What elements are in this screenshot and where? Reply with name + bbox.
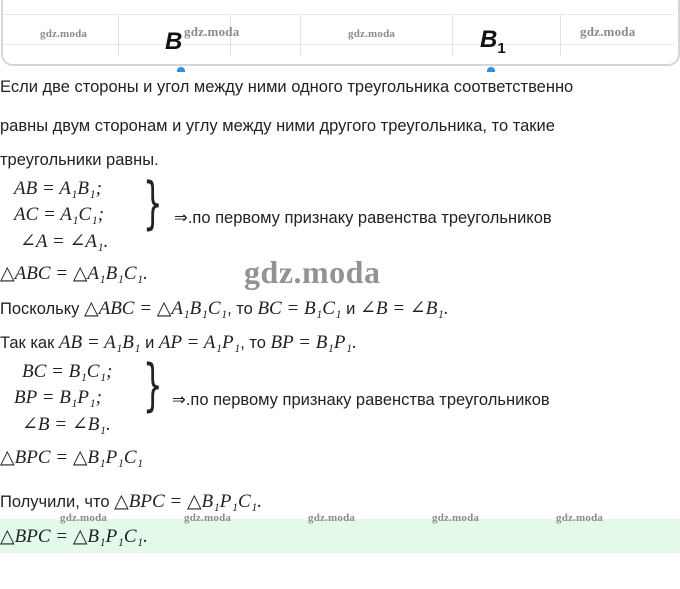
as-mid: , то <box>240 334 266 352</box>
result-2: △BPC = △B₁P₁C₁ <box>0 447 144 468</box>
vertex-label-b: B <box>165 28 183 55</box>
theorem-line-2: равны двум сторонам и углу между ними другого треугольника, то такие <box>0 117 555 135</box>
theorem-line-1: Если две стороны и угол между ними одного треугольника соответственно <box>0 78 574 96</box>
grid-line <box>118 14 119 56</box>
watermark: gdz.moda <box>580 24 636 39</box>
grid-line <box>4 44 674 45</box>
watermark: gdz.moda <box>60 512 108 524</box>
got-equality: △BPC = △B₁P₁C₁. <box>114 491 263 512</box>
since-equality: △ABC = △A₁B₁C₁ <box>83 298 228 319</box>
watermark: gdz.moda <box>432 512 480 524</box>
watermark: gdz.moda <box>308 512 356 524</box>
right-brace: } <box>143 171 163 236</box>
system1-row-3: ∠A = ∠A₁. <box>20 231 109 252</box>
as-equality-2: AP = A₁P₁ <box>158 332 241 353</box>
figure-frame <box>1 0 680 66</box>
since-equality-3: ∠B = ∠B₁. <box>359 298 449 319</box>
conclusion-statement <box>0 490 262 513</box>
watermark: gdz.moda <box>184 24 240 39</box>
got-prefix: Получили, что <box>0 493 110 511</box>
since-statement <box>0 297 449 320</box>
system2-row-1: BC = B₁C₁; <box>22 361 113 382</box>
vertex-label-b1-sub: 1 <box>497 40 506 57</box>
watermark: gdz.moda <box>348 28 396 40</box>
theorem-line-3: треугольники равны. <box>0 151 159 169</box>
system2-conclusion: ⇒.по первому признаку равенства треугольников <box>172 391 550 409</box>
grid-line <box>4 14 674 15</box>
system2-row-2: BP = B₁P₁; <box>14 387 102 408</box>
as-equality-3: BP = B₁P₁. <box>270 332 357 353</box>
vertex-label-b1 <box>480 26 506 57</box>
answer-box <box>0 519 680 553</box>
grid-line <box>560 14 561 56</box>
since-equality-2: BC = B₁C₁ <box>257 298 342 319</box>
watermark: gdz.moda <box>556 512 604 524</box>
since-prefix: Поскольку <box>0 300 80 318</box>
watermark: gdz.moda <box>184 512 232 524</box>
since-and: и <box>346 300 356 318</box>
result-1: △ABC = △A₁B₁C₁. <box>0 263 148 284</box>
system1-row-2: AC = A₁C₁; <box>14 204 105 225</box>
system1-row-1: AB = A₁B₁; <box>14 178 102 199</box>
vertex-point-b1 <box>487 67 495 72</box>
watermark: gdz.moda <box>40 28 88 40</box>
vertex-label-b1-letter: B <box>480 26 498 53</box>
watermark-large: gdz.moda <box>244 254 381 290</box>
system1-conclusion: ⇒.по первому признаку равенства треугольников <box>174 209 552 227</box>
right-brace: } <box>143 353 163 418</box>
vertex-point-b <box>177 67 185 72</box>
grid-line <box>300 14 301 56</box>
answer-text: △BPC = △B₁P₁C₁. <box>0 526 148 547</box>
grid-line <box>452 14 453 56</box>
as-and: и <box>145 334 155 352</box>
as-statement <box>0 332 357 354</box>
as-prefix: Так как <box>0 334 55 352</box>
since-mid: , то <box>227 300 253 318</box>
system2-row-3: ∠B = ∠B₁. <box>22 414 111 435</box>
as-equality-1: AB = A₁B₁ <box>58 332 141 353</box>
figure-strip <box>0 0 680 72</box>
